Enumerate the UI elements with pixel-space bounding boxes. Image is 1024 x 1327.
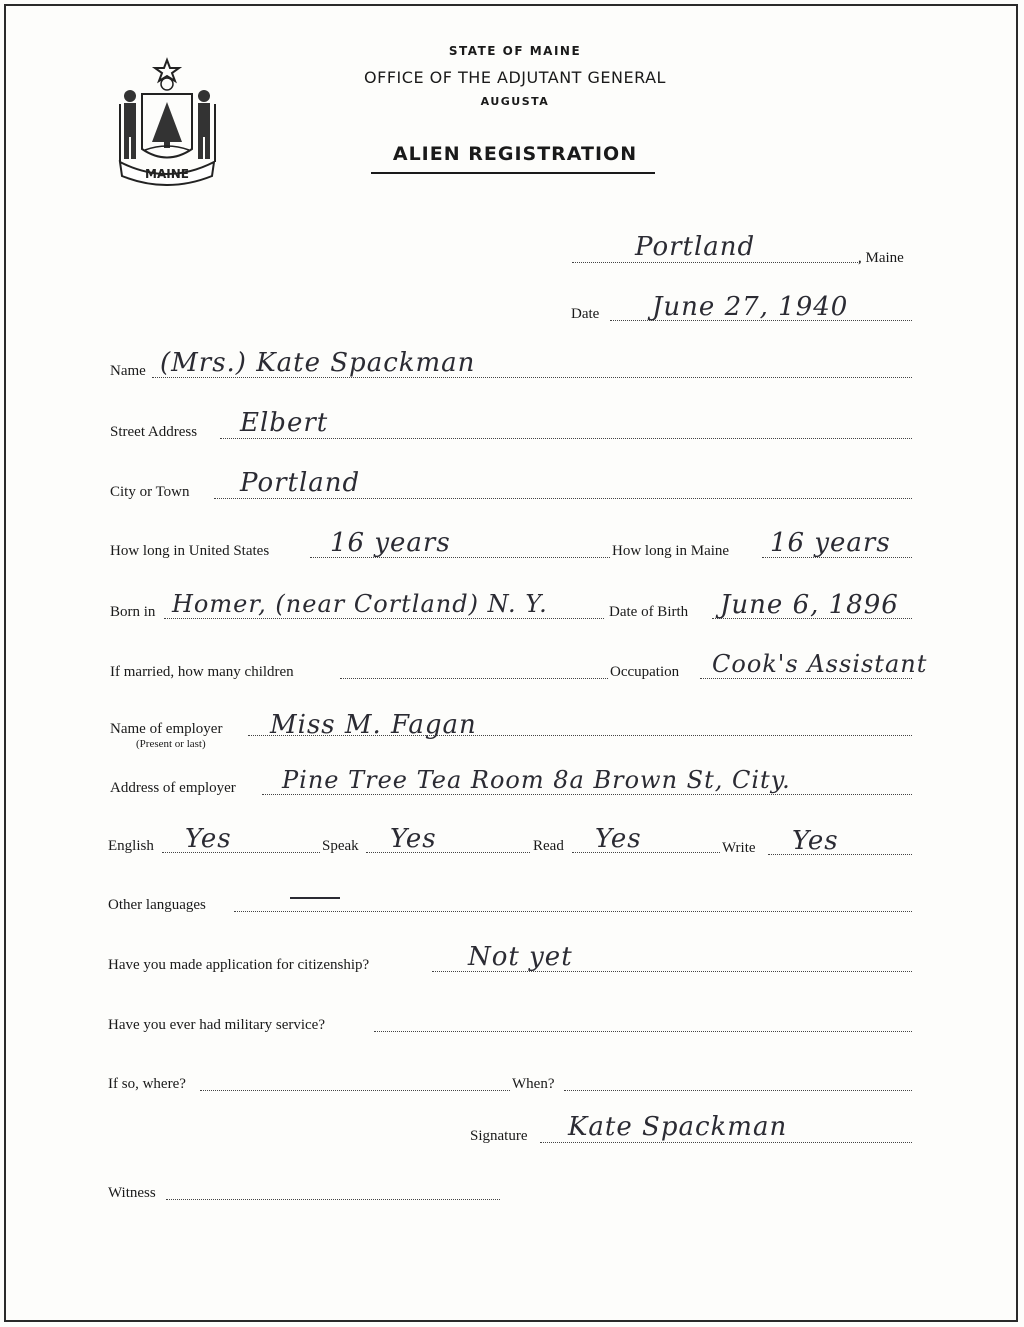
military-line	[374, 1031, 912, 1032]
employer-name-sublabel: (Present or last)	[136, 738, 206, 750]
date-label: Date	[571, 306, 600, 322]
speak-label: Speak	[322, 838, 359, 854]
employer-address-line	[262, 794, 912, 795]
write-value: Yes	[792, 826, 839, 856]
street-label: Street Address	[110, 424, 198, 440]
born-in-line	[164, 618, 604, 619]
witness-line	[166, 1199, 500, 1200]
dob-value: June 6, 1896	[720, 590, 899, 620]
occupation-line	[700, 678, 912, 679]
title-underline	[371, 172, 655, 174]
place-line	[572, 262, 860, 263]
place-suffix-label: , Maine	[858, 250, 904, 266]
write-label: Write	[722, 840, 756, 856]
children-label: If married, how many children	[110, 664, 294, 680]
english-value: Yes	[185, 824, 232, 854]
place-value: Portland	[635, 232, 756, 262]
signature-line	[540, 1142, 912, 1143]
how-long-maine-value: 16 years	[770, 528, 891, 558]
born-in-label: Born in	[110, 604, 156, 620]
occupation-value: Cook's Assistant	[712, 650, 928, 678]
city-value: Portland	[240, 468, 361, 498]
citizenship-value: Not yet	[468, 942, 573, 972]
employer-address-value: Pine Tree Tea Room 8a Brown St, City.	[282, 766, 791, 794]
name-value: (Mrs.) Kate Spackman	[160, 348, 476, 378]
date-value: June 27, 1940	[652, 292, 849, 322]
signature-label: Signature	[470, 1128, 528, 1144]
write-line	[768, 854, 912, 855]
header-city: AUGUSTA	[480, 95, 550, 108]
employer-name-value: Miss M. Fagan	[270, 710, 477, 740]
other-languages-label: Other languages	[108, 897, 206, 913]
signature-value: Kate Spackman	[568, 1112, 788, 1142]
svg-text:MAINE: MAINE	[145, 167, 189, 181]
occupation-label: Occupation	[610, 664, 680, 680]
read-label: Read	[533, 838, 564, 854]
street-value: Elbert	[240, 408, 329, 438]
when-label: When?	[512, 1076, 555, 1092]
header-state: STATE OF MAINE	[448, 44, 582, 58]
how-long-us-value: 16 years	[330, 528, 451, 558]
english-label: English	[108, 838, 154, 854]
city-label: City or Town	[110, 484, 190, 500]
read-value: Yes	[595, 824, 642, 854]
how-long-maine-label: How long in Maine	[612, 543, 730, 559]
when-line	[564, 1090, 912, 1091]
how-long-us-label: How long in United States	[110, 543, 270, 559]
employer-name-label: Name of employer	[110, 721, 223, 737]
military-label: Have you ever had military service?	[108, 1017, 325, 1033]
witness-label: Witness	[108, 1185, 156, 1201]
citizenship-label: Have you made application for citizenship?	[108, 957, 370, 973]
header-office: OFFICE OF THE ADJUTANT GENERAL	[364, 68, 666, 87]
speak-value: Yes	[390, 824, 437, 854]
where-line	[200, 1090, 510, 1091]
children-line	[340, 678, 608, 679]
name-label: Name	[110, 363, 146, 379]
form-title: ALIEN REGISTRATION	[392, 143, 638, 165]
where-label: If so, where?	[108, 1076, 186, 1092]
employer-address-label: Address of employer	[110, 780, 236, 796]
maine-state-seal-icon	[112, 54, 222, 186]
other-languages-line	[234, 911, 912, 912]
other-languages-dash	[290, 897, 340, 899]
street-line	[220, 438, 912, 439]
born-in-value: Homer, (near Cortland) N. Y.	[172, 590, 548, 618]
dob-label: Date of Birth	[609, 604, 689, 620]
city-line	[214, 498, 912, 499]
